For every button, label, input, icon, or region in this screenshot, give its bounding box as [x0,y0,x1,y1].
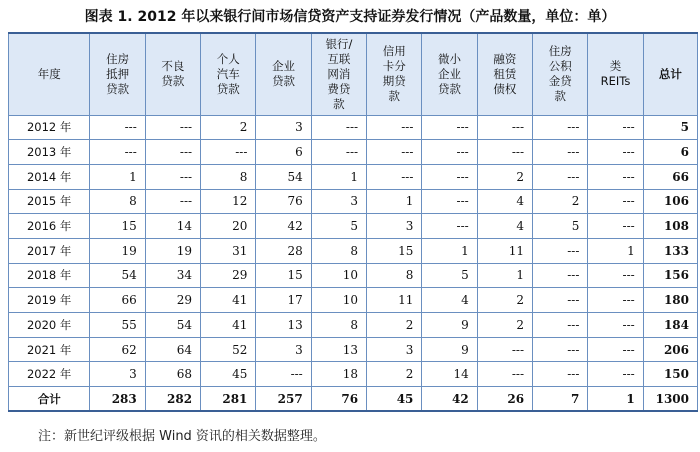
value-cell: 14 [145,214,200,239]
value-cell: --- [477,337,532,362]
total-cell: 108 [643,214,697,239]
value-cell: 10 [311,288,366,313]
value-cell: --- [477,115,532,140]
value-cell: 45 [367,387,422,412]
header-leasing: 融资 租赁 债权 [477,33,532,115]
header-corporate-loan: 企业 贷款 [256,33,311,115]
value-cell: --- [533,362,588,387]
value-cell: 11 [367,288,422,313]
value-cell: 7 [533,387,588,412]
year-cell: 2014 年 [9,164,90,189]
value-cell: 2 [477,313,532,338]
value-cell: 17 [256,288,311,313]
value-cell: 1 [90,164,145,189]
header-auto-loan: 个人 汽车 贷款 [201,33,256,115]
value-cell: --- [145,115,200,140]
value-cell: --- [367,140,422,165]
value-cell: 55 [90,313,145,338]
value-cell: --- [145,164,200,189]
value-cell: --- [90,140,145,165]
total-cell: 180 [643,288,697,313]
value-cell: 2 [367,362,422,387]
value-cell: 4 [477,214,532,239]
value-cell: 281 [201,387,256,412]
value-cell: 52 [201,337,256,362]
header-row [9,33,698,115]
value-cell: 283 [90,387,145,412]
value-cell: 2 [533,189,588,214]
value-cell: 64 [145,337,200,362]
value-cell: 1 [422,238,477,263]
value-cell: 1 [477,263,532,288]
table-row [9,362,698,387]
header-total: 总计 [643,33,697,115]
value-cell: --- [588,189,643,214]
sum-label: 合计 [9,387,90,412]
value-cell: --- [588,115,643,140]
value-cell: 2 [477,288,532,313]
value-cell: 26 [477,387,532,412]
year-cell: 2017 年 [9,238,90,263]
value-cell: --- [533,263,588,288]
value-cell: --- [533,140,588,165]
value-cell: 19 [145,238,200,263]
value-cell: --- [145,189,200,214]
value-cell: --- [588,164,643,189]
value-cell: 257 [256,387,311,412]
total-cell: 206 [643,337,697,362]
value-cell: 13 [311,337,366,362]
value-cell: --- [311,115,366,140]
value-cell: --- [201,140,256,165]
value-cell: 5 [533,214,588,239]
value-cell: 8 [311,238,366,263]
value-cell: 41 [201,313,256,338]
table-row [9,337,698,362]
total-cell: 1300 [643,387,697,412]
value-cell: 9 [422,313,477,338]
table-row [9,263,698,288]
value-cell: --- [256,362,311,387]
value-cell: 3 [256,115,311,140]
value-cell: 10 [311,263,366,288]
value-cell: 19 [90,238,145,263]
total-cell: 184 [643,313,697,338]
table-body [9,115,698,411]
table-title: 图表 1. 2012 年以来银行间市场信贷资产支持证券发行情况（产品数量，单位：单） [84,9,616,25]
value-cell: --- [533,337,588,362]
value-cell: 15 [90,214,145,239]
header-housing-mortgage: 住房 抵押 贷款 [90,33,145,115]
value-cell: --- [588,263,643,288]
value-cell: 15 [367,238,422,263]
value-cell: --- [533,288,588,313]
value-cell: 8 [311,313,366,338]
value-cell: --- [422,115,477,140]
value-cell: 11 [477,238,532,263]
value-cell: --- [588,362,643,387]
total-cell: 156 [643,263,697,288]
header-credit-card: 信用 卡分 期贷 款 [367,33,422,115]
year-cell: 2015 年 [9,189,90,214]
value-cell: 9 [422,337,477,362]
value-cell: --- [367,115,422,140]
value-cell: 2 [201,115,256,140]
value-cell: 42 [256,214,311,239]
total-cell: 106 [643,189,697,214]
value-cell: 1 [588,387,643,412]
year-cell: 2019 年 [9,288,90,313]
total-cell: 66 [643,164,697,189]
value-cell: 20 [201,214,256,239]
value-cell: 14 [422,362,477,387]
value-cell: 41 [201,288,256,313]
value-cell: 29 [145,288,200,313]
value-cell: 34 [145,263,200,288]
total-cell: 6 [643,140,697,165]
value-cell: --- [533,238,588,263]
sum-row [9,387,698,412]
value-cell: --- [477,362,532,387]
value-cell: 15 [256,263,311,288]
value-cell: 76 [256,189,311,214]
value-cell: --- [422,140,477,165]
header-micro-enterprise: 微小 企业 贷款 [422,33,477,115]
table-row [9,189,698,214]
value-cell: 3 [90,362,145,387]
total-cell: 150 [643,362,697,387]
table-row [9,238,698,263]
header-reits: 类 REITs [588,33,643,115]
value-cell: --- [588,288,643,313]
value-cell: 282 [145,387,200,412]
value-cell: 2 [477,164,532,189]
value-cell: --- [588,140,643,165]
value-cell: 8 [90,189,145,214]
value-cell: 42 [422,387,477,412]
value-cell: 3 [367,337,422,362]
value-cell: 62 [90,337,145,362]
value-cell: 1 [588,238,643,263]
table-row [9,288,698,313]
table-row [9,214,698,239]
value-cell: 29 [201,263,256,288]
value-cell: 18 [311,362,366,387]
table-row [9,140,698,165]
value-cell: 3 [256,337,311,362]
value-cell: 68 [145,362,200,387]
header-npl: 不良 贷款 [145,33,200,115]
value-cell: 5 [311,214,366,239]
table-row [9,313,698,338]
value-cell: --- [422,189,477,214]
value-cell: 4 [422,288,477,313]
header-year: 年度 [9,33,90,115]
value-cell: 3 [367,214,422,239]
value-cell: 31 [201,238,256,263]
value-cell: --- [588,313,643,338]
total-cell: 5 [643,115,697,140]
value-cell: 12 [201,189,256,214]
value-cell: 45 [201,362,256,387]
value-cell: 8 [201,164,256,189]
year-cell: 2016 年 [9,214,90,239]
year-cell: 2013 年 [9,140,90,165]
table-row [9,164,698,189]
year-cell: 2012 年 [9,115,90,140]
value-cell: 54 [256,164,311,189]
value-cell: --- [422,214,477,239]
value-cell: 6 [256,140,311,165]
value-cell: 13 [256,313,311,338]
source-note: 注：新世纪评级根据 Wind 资讯的相关数据整理。 [38,429,326,444]
value-cell: 1 [367,189,422,214]
value-cell: 66 [90,288,145,313]
value-cell: --- [422,164,477,189]
value-cell: 2 [367,313,422,338]
value-cell: 28 [256,238,311,263]
value-cell: --- [533,164,588,189]
value-cell: 76 [311,387,366,412]
value-cell: 3 [311,189,366,214]
value-cell: --- [533,313,588,338]
value-cell: --- [311,140,366,165]
value-cell: --- [90,115,145,140]
value-cell: 4 [477,189,532,214]
value-cell: --- [588,337,643,362]
year-cell: 2021 年 [9,337,90,362]
value-cell: 1 [311,164,366,189]
year-cell: 2022 年 [9,362,90,387]
value-cell: --- [533,115,588,140]
value-cell: --- [588,214,643,239]
year-cell: 2018 年 [9,263,90,288]
value-cell: 54 [145,313,200,338]
value-cell: 5 [422,263,477,288]
value-cell: --- [477,140,532,165]
value-cell: --- [367,164,422,189]
value-cell: 54 [90,263,145,288]
header-provident-fund: 住房 公积 金贷 款 [533,33,588,115]
year-cell: 2020 年 [9,313,90,338]
value-cell: --- [145,140,200,165]
header-consumer-loan: 银行/ 互联 网消 费贷 款 [311,33,366,115]
value-cell: 8 [367,263,422,288]
total-cell: 133 [643,238,697,263]
table-row [9,115,698,140]
abs-issuance-table [8,32,698,412]
